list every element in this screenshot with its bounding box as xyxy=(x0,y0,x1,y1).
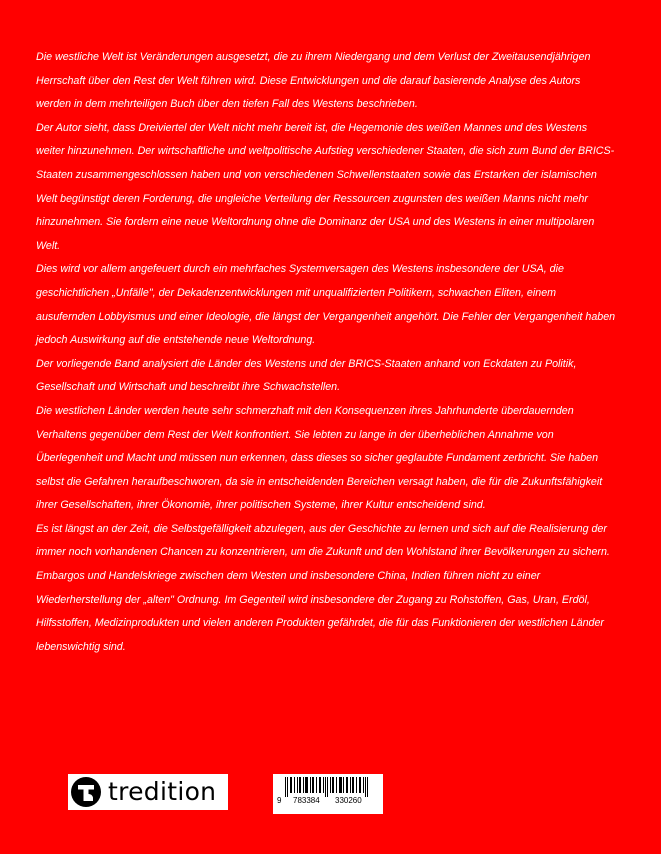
blurb-paragraph: Die westlichen Länder werden heute sehr schmerzhaft mit den Konsequenzen ihres Jahrhunderte überdauernden Verhaltens gegenüber dem Rest der Welt konfrontiert. Sie lebten zu lange in der überheblichen Annahme von Überlegenheit und Macht und müssen nun erkennen, dass dieses so sicher geglaubte Fundament zerbricht. Sie haben selbst die Gefahren heraufbeschworen, da sie in entscheidenden Bereichen versagt haben, die für die Zukunftsfähigkeit ihrer Gesellschaften, ihrer Ökonomie, ihrer politischen Systeme, ihrer Kultur entscheidend sind. xyxy=(36,404,603,512)
blurb-text xyxy=(36,46,616,659)
blurb-paragraph: Es ist längst an der Zeit, die Selbstgefälligkeit abzulegen, aus der Geschichte zu lernen und sich auf die Realisierung der immer noch vorhandenen Chancen zu konzentrieren, um die Zukunft und den Wohlstand ihrer Bevölkerungen zu sichern. xyxy=(36,522,610,559)
barcode-right-group: 330260 xyxy=(335,796,362,805)
tredition-logo-icon xyxy=(71,777,101,807)
publisher-logo xyxy=(68,774,228,810)
isbn-barcode xyxy=(273,774,383,814)
blurb-paragraph: Embargos und Handelskriege zwischen dem Westen und insbesondere China, Indien führen nicht zu einer Wiederherstellung der „alten" Ordnung. Im Gegenteil wird insbesondere der Zugang zu Rohstoffen, Gas, Uran, Erdöl, Hilfsstoffen, Medizinprodukten und vielen anderen Produkten gefährdet, die für das Funktionieren der westlichen Länder lebenswichtig sind. xyxy=(36,570,604,653)
publisher-name: tredition xyxy=(108,776,217,806)
blurb-paragraph: Die westliche Welt ist Veränderungen ausgesetzt, die zu ihrem Niedergang und dem Verlust der Zweitausendjährigen Herrschaft über den Rest der Welt führen wird. Diese Entwicklungen und die darauf basierende Analyse des Autors werden in dem mehrteiligen Buch über den tiefen Fall des Westens beschrieben. xyxy=(36,51,591,111)
blurb-paragraph: Der Autor sieht, dass Dreiviertel der Welt nicht mehr bereit ist, die Hegemonie des weißen Mannes und des Westens weiter hinzunehmen. Der wirtschaftliche und weltpolitische Aufstieg verschiedener Staaten, die sich zum Bund der BRICS-Staaten zusammengeschlossen haben und von verschiedenen Schwellenstaaten sowie das Erstarken der islamischen Welt begünstigt deren Forderung, die ungleiche Verteilung der Ressourcen zugunsten des weißen Manns nicht mehr hinzunehmen. Sie fordern eine neue Weltordnung ohne die Dominanz der USA und des Westens in einer multipolaren Welt. xyxy=(36,121,615,252)
barcode-left-group: 783384 xyxy=(293,796,320,805)
barcode-bars xyxy=(277,777,379,797)
blurb-paragraph: Der vorliegende Band analysiert die Länder des Westens und der BRICS-Staaten anhand von Eckdaten zu Politik, Gesellschaft und Wirtschaft und beschreibt ihre Schwachstellen. xyxy=(36,357,577,394)
barcode-first-digit: 9 xyxy=(277,796,282,805)
blurb-paragraph: Dies wird vor allem angefeuert durch ein mehrfaches Systemversagen des Westens insbesondere der USA, die geschichtlichen „Unfälle", der Dekadenzentwicklungen mit unqualifizierten Politikern, schwachen Eliten, einem ausufernden Lobbyismus und einer Ideologie, die längst der Vergangenheit angehört. Die Fehler der Vergangenheit haben jedoch Auswirkung auf die entstehende neue Weltordnung. xyxy=(36,263,616,347)
